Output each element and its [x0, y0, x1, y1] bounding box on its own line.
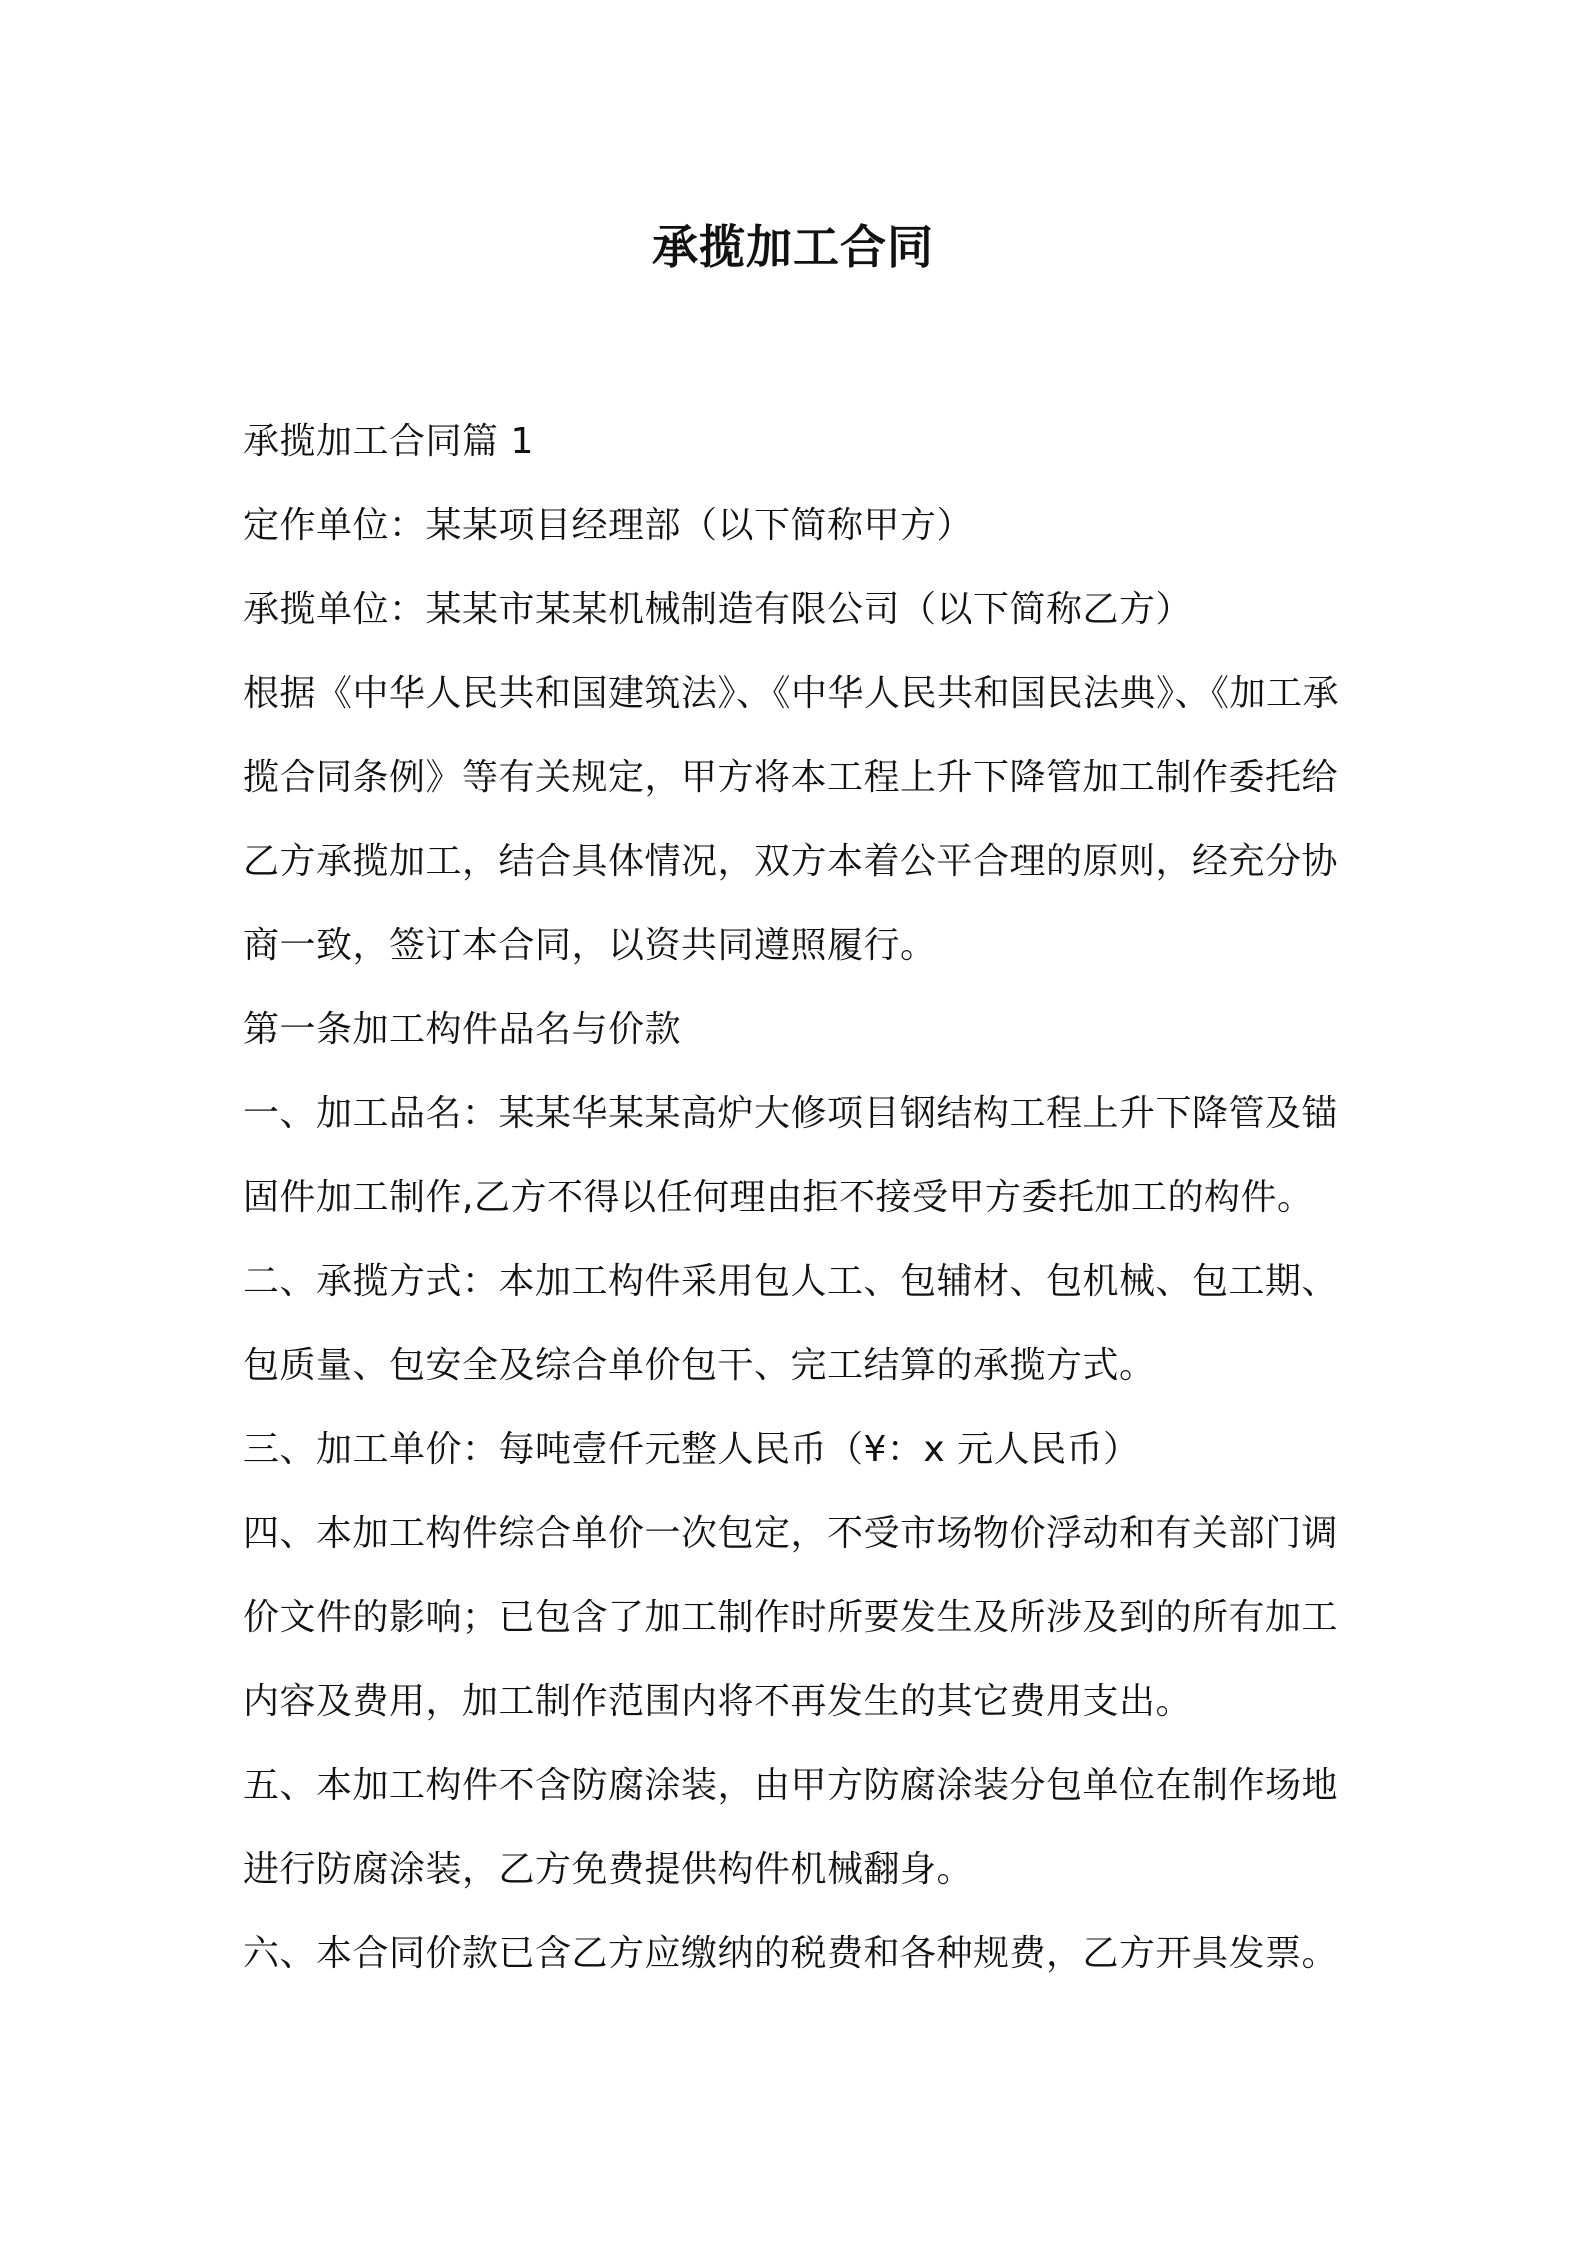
paragraph-line: 六、本合同价款已含乙方应缴纳的税费和各种规费，乙方开具发票。 [243, 1933, 1339, 1974]
paragraph-line: 进行防腐涂装，乙方免费提供构件机械翻身。 [243, 1849, 974, 1890]
document-body [243, 400, 1363, 1996]
section-heading: 承揽加工合同篇 1 [243, 421, 534, 462]
paragraph-line: 商一致，签订本合同，以资共同遵照履行。 [243, 925, 937, 966]
paragraph-line: 二、承揽方式：本加工构件采用包人工、包辅材、包机械、包工期、 [243, 1261, 1339, 1302]
paragraph-line: 包质量、包安全及综合单价包干、完工结算的承揽方式。 [243, 1345, 1156, 1386]
paragraph-line: 五、本加工构件不含防腐涂装，由甲方防腐涂装分包单位在制作场地 [243, 1765, 1339, 1806]
paragraph-line: 内容及费用，加工制作范围内将不再发生的其它费用支出。 [243, 1681, 1193, 1722]
party-a-line: 定作单位：某某项目经理部（以下简称甲方） [243, 505, 974, 546]
document-title: 承揽加工合同 [652, 220, 934, 274]
party-b-line: 承揽单位：某某市某某机械制造有限公司（以下简称乙方） [243, 589, 1193, 630]
paragraph-line: 揽合同条例》等有关规定，甲方将本工程上升下降管加工制作委托给 [243, 757, 1339, 798]
article-heading: 第一条加工构件品名与价款 [243, 1009, 682, 1050]
paragraph-line: 根据《中华人民共和国建筑法》、《中华人民共和国民法典》、《加工承 [243, 673, 1340, 714]
paragraph-line: 一、加工品名：某某华某某高炉大修项目钢结构工程上升下降管及锚 [243, 1093, 1339, 1134]
paragraph-line: 四、本加工构件综合单价一次包定，不受市场物价浮动和有关部门调 [243, 1513, 1339, 1554]
paragraph-line: 三、加工单价：每吨壹仟元整人民币（¥：x 元人民币） [243, 1429, 1140, 1470]
paragraph-line: 固件加工制作,乙方不得以任何理由拒不接受甲方委托加工的构件。 [243, 1177, 1314, 1218]
paragraph-line: 价文件的影响；已包含了加工制作时所要发生及所涉及到的所有加工 [243, 1597, 1339, 1638]
paragraph-line: 乙方承揽加工，结合具体情况，双方本着公平合理的原则，经充分协 [243, 841, 1339, 882]
